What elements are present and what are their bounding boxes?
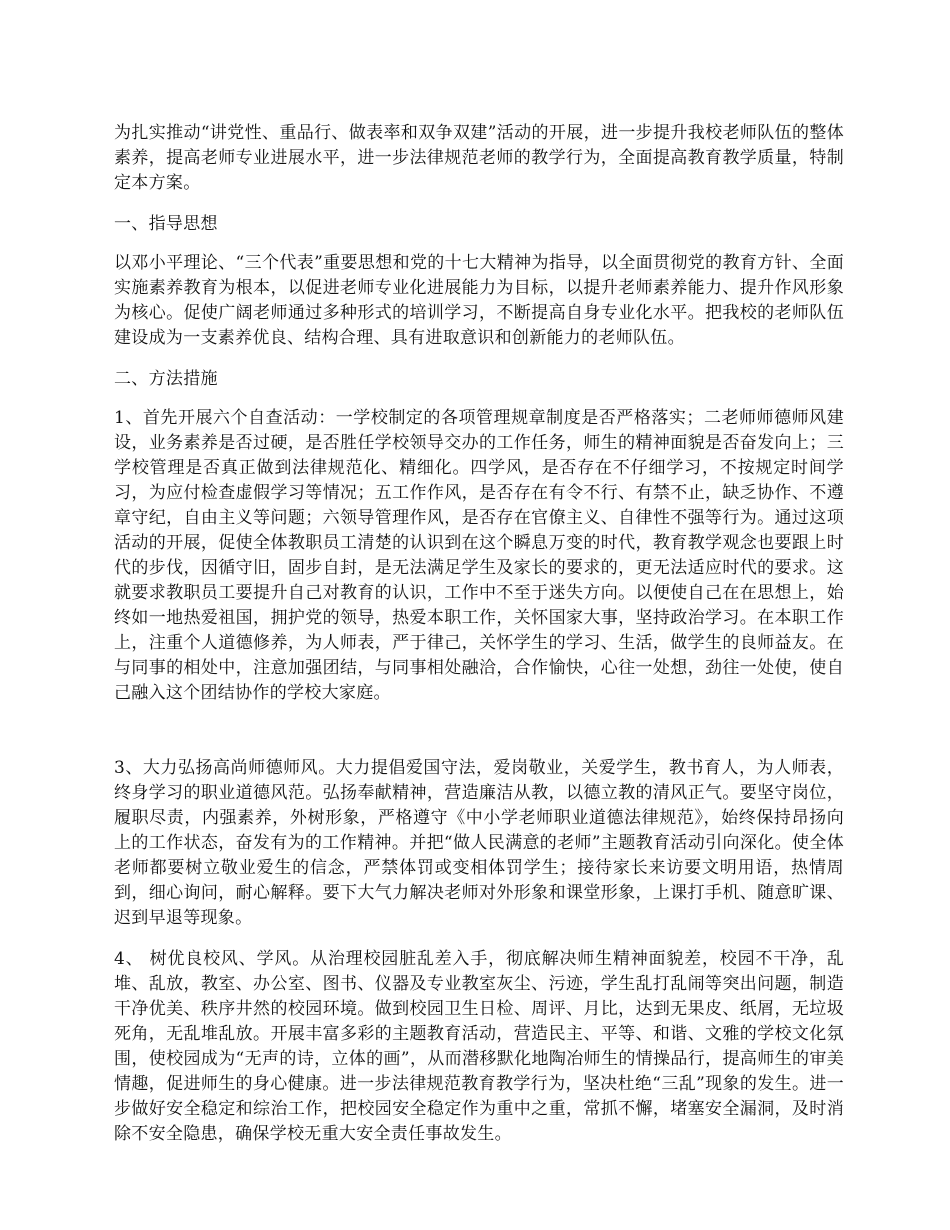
document-page: [114, 121, 844, 1163]
section-heading-measures: 二、方法措施: [114, 369, 218, 389]
measure-item-1: 1、首先开展六个自查活动：一学校制定的各项管理规章制度是否严格落实；二老师师德师风建设，业务素养是否过硬，是否胜任学校领导交办的工作任务，师生的精神面貌是否奋发向上；三学校管理是否真正做到法律规范化、精细化。四学风，是否存在不仔细学习，不按规定时间学习，为应付检查虚假学习等情况；五工作作风，是否存在有令不行、有禁不止，缺乏协作、不遵章守纪，自由主义等问题；六领导管理作风，是否存在官僚主义、自律性不强等行为。通过这项活动的开展，促使全体教职员工清楚的认识到在这个瞬息万变的时代，教育教学观念也要跟上时代的步伐，因循守旧，固步自封，是无法满足学生及家长的要求的，更无法适应时代的要求。这就要求教职员工要提升自己对教育的认识，工作中不至于迷失方向。以便使自己在在思想上，始终如一地热爱祖国，拥护党的领导，热爱本职工作，关怀国家大事，坚持政治学习。在本职工作上，注重个人道德修养，为人师表，严于律己，关怀学生的学习、生活，做学生的良师益友。在与同事的相处中，注意加强团结，与同事相处融洽，合作愉快，心往一处想，劲往一处使，使自己融入这个团结协作的学校大家庭。: [114, 408, 844, 703]
measure-item-3: 3、大力弘扬高尚师德师风。大力提倡爱国守法，爱岗敬业，关爱学生，教书育人，为人师表，终身学习的职业道德风范。弘扬奉献精神，营造廉洁从教，以德立教的清风正气。要坚守岗位，履职尽责，内强素养，外树形象，严格遵守《中小学老师职业道德法律规范》，始终保持昂扬向上的工作状态，奋发有为的工作精神。并把“做人民满意的老师”主题教育活动引向深化。使全体老师都要树立敬业爱生的信念，严禁体罚或变相体罚学生；接待家长来访要文明用语，热情周到，细心询问，耐心解释。要下大气力解决老师对外形象和课堂形象，上课打手机、随意旷课、迟到早退等现象。: [114, 758, 844, 928]
measure-item-4: 4、 树优良校风、学风。从治理校园脏乱差入手，彻底解决师生精神面貌差，校园不干净，乱堆、乱放，教室、办公室、图书、仪器及专业教室灰尘、污迹，学生乱打乱闹等突出问题，制造干净优美、秩序井然的校园环境。做到校园卫生日检、周评、月比，达到无果皮、纸屑，无垃圾死角，无乱堆乱放。开展丰富多彩的主题教育活动，营造民主、平等、和谐、文雅的学校文化氛围，使校园成为“无声的诗，立体的画”，从而潜移默化地陶冶师生的情操品行，提高师生的审美情趣，促进师生的身心健康。进一步法律规范教育教学行为，坚决杜绝“三乱”现象的发生。进一步做好安全稳定和综治工作，把校园安全稳定作为重中之重，常抓不懈，堵塞安全漏洞，及时消除不安全隐患，确保学校无重大安全责任事故发生。: [114, 949, 844, 1144]
section-heading-guiding-ideology: 一、指导思想: [114, 214, 218, 234]
guiding-ideology-paragraph: 以邓小平理论、“三个代表”重要思想和党的十七大精神为指导，以全面贯彻党的教育方针、全面实施素养教育为根本，以促进老师专业化进展能力为目标，以提升老师素养能力、提升作风形象为核心。促使广阔老师通过多种形式的培训学习，不断提高自身专业化水平。把我校的老师队伍建设成为一支素养优良、结构合理、具有进取意识和创新能力的老师队伍。: [114, 253, 844, 348]
intro-paragraph: 为扎实推动“讲党性、重品行、做表率和双争双建”活动的开展，进一步提升我校老师队伍的整体素养，提高老师专业进展水平，进一步法律规范老师的教学行为，全面提高教育教学质量，特制定本方案。: [114, 123, 844, 193]
blank-gap: [114, 722, 844, 756]
